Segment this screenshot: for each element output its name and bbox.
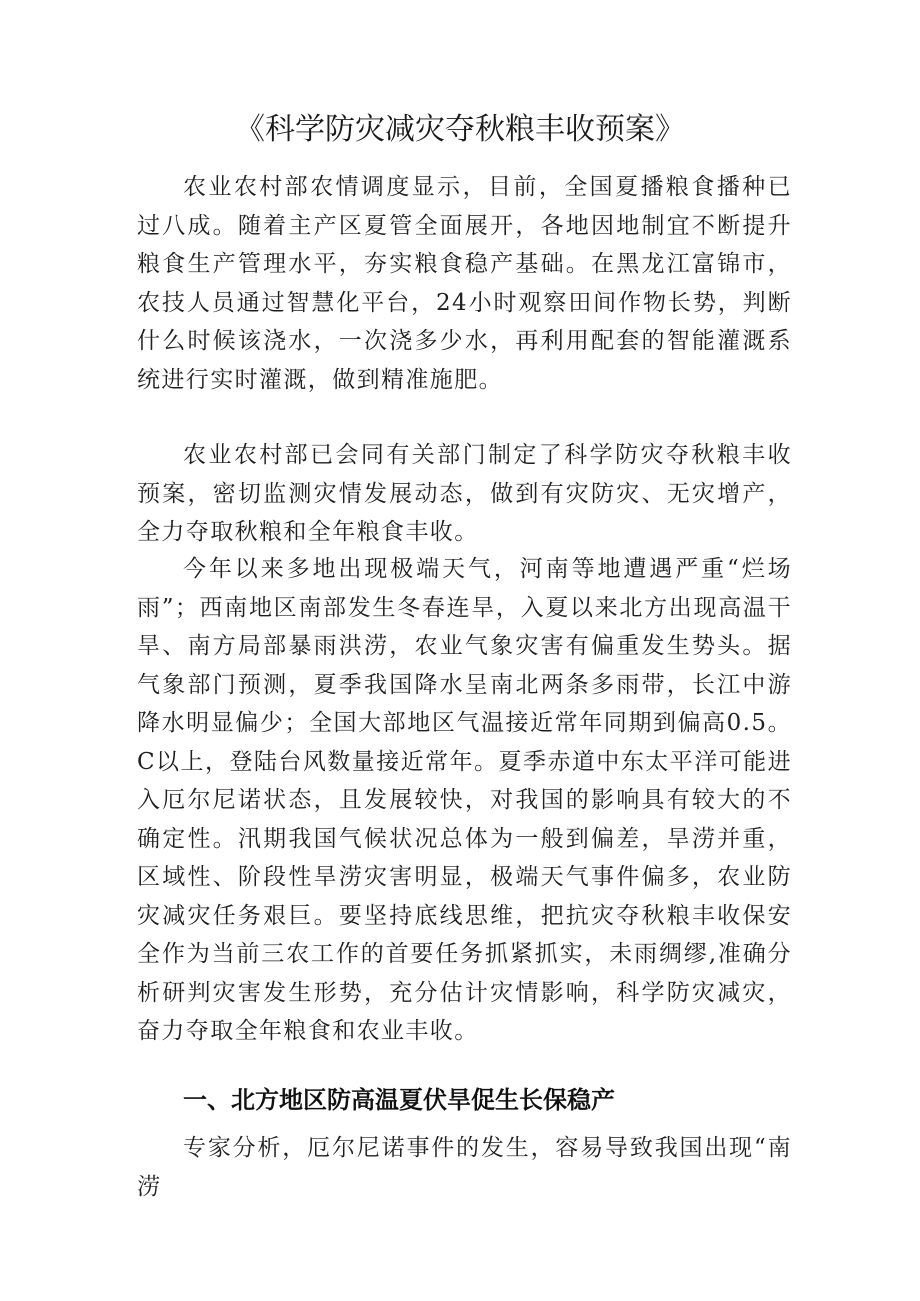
paragraph-weather-outlook: 今年以来多地出现极端天气，河南等地遭遇严重“烂场雨”；西南地区南部发生冬春连旱，入夏以来北方出现高温干旱、南方局部暴雨洪涝，农业气象灾害有偏重发生势头。据气象部门预测，夏季我国降水呈南北两条多雨带，长江中游降水明显偏少；全国大部地区气温接近常年同期到偏高0.5。C以上，登陆台风数量接近常年。夏季赤道中东太平洋可能进入厄尔尼诺状态，且发展较快，对我国的影响具有较大的不确定性。汛期我国气候状况总体为一般到偏差，旱涝并重，区域性、阶段性旱涝灾害明显，极端天气事件偏多，农业防灾减灾任务艰巨。要坚持底线思维，把抗灾夺秋粮丰收保安全作为当前三农工作的首要任务抓紧抓实，未雨绸缪,准确分析研判灾害发生形势，充分估计灾情影响，科学防灾减灾，奋力夺取全年粮食和农业丰收。 <box>137 556 792 1044</box>
paragraph-expert-analysis: 专家分析，厄尔尼诺事件的发生，容易导致我国出现“南涝 <box>137 1135 792 1200</box>
paragraph-disaster-plan: 农业农村部已会同有关部门制定了科学防灾夺秋粮丰收预案，密切监测灾情发展动态，做到有灾防灾、无灾增产，全力夺取秋粮和全年粮食丰收。 <box>137 442 792 545</box>
document-title: 《科学防灾减灾夺秋粮丰收预案》 <box>235 112 685 147</box>
section-heading-north: 一、北方地区防高温夏伏旱促生长保稳产 <box>183 1086 615 1114</box>
paragraph-crop-monitoring: 农业农村部农情调度显示，目前，全国夏播粮食播种已过八成。随着主产区夏管全面展开，各地因地制宜不断提升粮食生产管理水平，夯实粮食稳产基础。在黑龙江富锦市，农技人员通过智慧化平台，24小时观察田间作物长势，判断什么时候该浇水，一次浇多少水，再利用配套的智能灌溉系统进行实时灌溉，做到精准施肥。 <box>137 174 792 393</box>
